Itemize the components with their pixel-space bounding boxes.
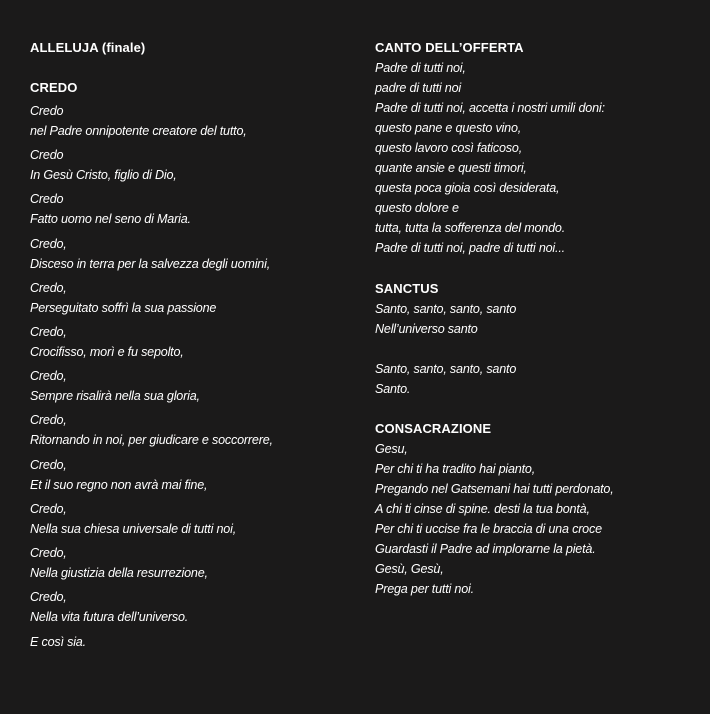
offerta-line: quante ansie e questi timori, [375, 161, 527, 175]
credo-line: Credo, [30, 369, 67, 383]
sanctus-line: Santo. [375, 382, 411, 396]
credo-line: Credo [30, 104, 64, 118]
credo-line: Ritornando in noi, per giudicare e soccorrere, [30, 433, 273, 447]
credo-line: Credo, [30, 546, 67, 560]
sanctus-heading: SANCTUS [375, 281, 439, 296]
credo-line: Nella vita futura dell’universo. [30, 610, 189, 624]
consacrazione-line: A chi ti cinse di spine. desti la tua bontà, [375, 502, 590, 516]
offerta-line: padre di tutti noi [375, 81, 462, 95]
credo-line: Sempre risalirà nella sua gloria, [30, 389, 200, 403]
credo-line: Nella sua chiesa universale di tutti noi, [30, 522, 237, 536]
credo-line: Disceso in terra per la salvezza degli uomini, [30, 257, 270, 271]
credo-line: Credo, [30, 458, 67, 472]
offerta-line: tutta, tutta la sofferenza del mondo. [375, 221, 566, 235]
sanctus-line: Santo, santo, santo, santo [375, 362, 517, 376]
credo-line: Perseguitato soffrì la sua passione [30, 301, 217, 315]
credo-line: Credo [30, 192, 64, 206]
offerta-line: Padre di tutti noi, accetta i nostri umili doni: [375, 101, 605, 115]
consacrazione-line: Per chi ti uccise fra le braccia di una croce [375, 522, 602, 536]
consacrazione-line: Prega per tutti noi. [375, 582, 474, 596]
consacrazione-line: Gesù, Gesù, [375, 562, 444, 576]
credo-line: Et il suo regno non avrà mai fine, [30, 478, 208, 492]
credo-line: nel Padre onnipotente creatore del tutto, [30, 124, 247, 138]
alleluia-heading: ALLELUJA (finale) [30, 40, 146, 55]
credo-line: Fatto uomo nel seno di Maria. [30, 212, 191, 226]
credo-line: Nella giustizia della resurrezione, [30, 566, 208, 580]
credo-heading: CREDO [30, 80, 78, 95]
offerta-line: questo pane e questo vino, [375, 121, 522, 135]
sanctus-line: Nell’universo santo [375, 322, 478, 336]
consacrazione-line: Pregando nel Gatsemani hai tutti perdonato, [375, 482, 614, 496]
offerta-line: questa poca gioia così desiderata, [375, 181, 560, 195]
credo-line: E così sia. [30, 635, 86, 649]
credo-line: Credo, [30, 281, 67, 295]
sanctus-line: Santo, santo, santo, santo [375, 302, 517, 316]
offerta-line: questo dolore e [375, 201, 459, 215]
offerta-line: Padre di tutti noi, padre di tutti noi... [375, 241, 565, 255]
consacrazione-line: Gesu, [375, 442, 408, 456]
offerta-line: Padre di tutti noi, [375, 61, 466, 75]
credo-line: Crocifisso, morì e fu sepolto, [30, 345, 184, 359]
credo-line: In Gesù Cristo, figlio di Dio, [30, 168, 177, 182]
offerta-line: questo lavoro così faticoso, [375, 141, 523, 155]
consacrazione-heading: CONSACRAZIONE [375, 421, 492, 436]
consacrazione-line: Guardasti il Padre ad implorarne la pietà. [375, 542, 596, 556]
credo-line: Credo, [30, 590, 67, 604]
credo-line: Credo, [30, 413, 67, 427]
offerta-heading: CANTO DELL’OFFERTA [375, 40, 524, 55]
consacrazione-line: Per chi ti ha tradito hai pianto, [375, 462, 536, 476]
credo-line: Credo, [30, 502, 67, 516]
credo-line: Credo, [30, 325, 67, 339]
credo-line: Credo, [30, 237, 67, 251]
credo-line: Credo [30, 148, 64, 162]
